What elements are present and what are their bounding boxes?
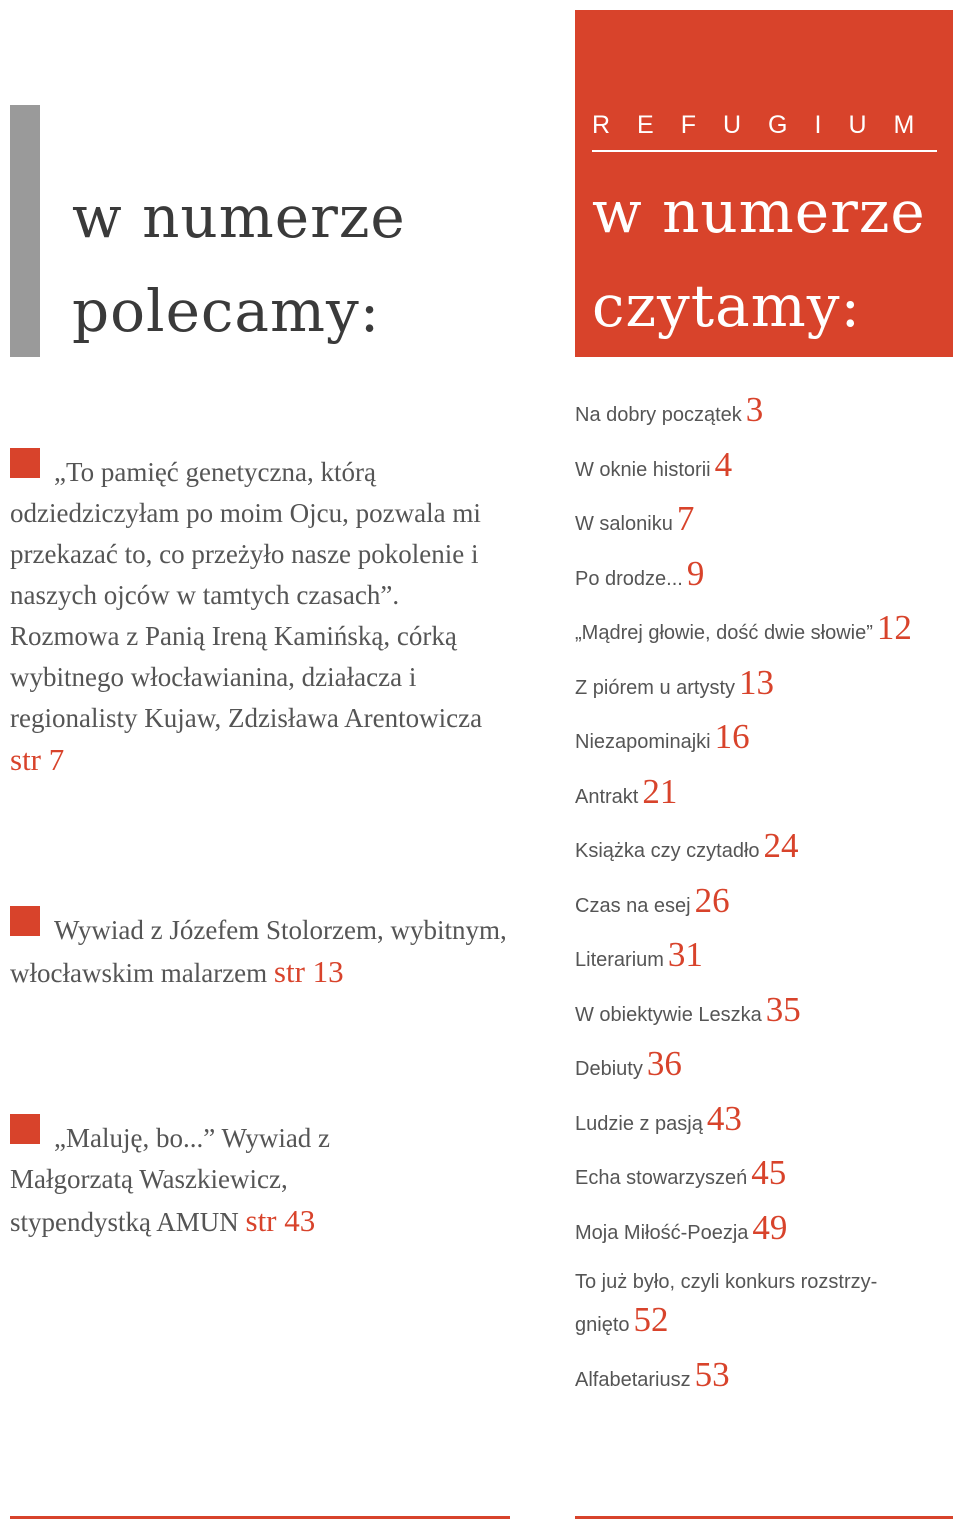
toc-label: Moja Miłość-Poezja — [575, 1221, 749, 1244]
toc-page: 9 — [686, 553, 705, 593]
toc-item[interactable] — [575, 1092, 955, 1147]
feature-page: str 13 — [273, 954, 344, 989]
red-square-bullet — [10, 1114, 40, 1144]
toc-item[interactable] — [575, 710, 955, 765]
brand-name: REFUGIUM — [592, 111, 942, 139]
red-square-bullet — [10, 906, 40, 936]
toc-label: W obiektywie Leszka — [575, 1003, 762, 1026]
feature-text: „To pamięć genetyczna, którą odziedziczyłam po moim Ojcu, pozwala mi przekazać to, co przeżyło nasze pokolenie i naszych ojców w tamtych czasach”. Rozmowa z Panią Ireną Kamińską, córką wybitnego włocławianina, działacza i regionalisty Kujaw, Zdzisława Arentowicza — [10, 457, 483, 733]
toc-item[interactable] — [575, 1255, 955, 1348]
toc-item[interactable] — [575, 765, 955, 820]
feature-page: str 7 — [10, 742, 65, 777]
toc-item[interactable] — [575, 1037, 955, 1092]
toc-label: Alfabetariusz — [575, 1369, 691, 1391]
left-heading-line2: polecamy: — [72, 277, 381, 345]
feature-item — [10, 1118, 390, 1243]
toc-page: 49 — [752, 1207, 788, 1247]
toc-label: Po drodze... — [575, 567, 683, 590]
toc-page: 13 — [739, 662, 775, 702]
bottom-rule-right — [575, 1516, 953, 1519]
toc-page: 43 — [706, 1098, 742, 1138]
feature-item — [10, 910, 510, 994]
feature-text: Wywiad z Józefem Stolorzem, wybitnym, włocławskim malarzem — [10, 915, 507, 988]
toc-label: To już było, czyli konkurs rozstrzy-gnięto — [575, 1271, 878, 1336]
toc-page: 21 — [642, 771, 678, 811]
toc-label: Ludzie z pasją — [575, 1112, 703, 1135]
toc-item[interactable] — [575, 983, 955, 1038]
left-heading-line1: w numerze — [72, 183, 406, 251]
toc-item[interactable] — [575, 547, 955, 602]
toc-label: Książka czy czytadło — [575, 840, 760, 862]
toc-page: 4 — [714, 444, 733, 484]
toc-page: 53 — [694, 1355, 730, 1394]
toc-label: Na dobry początek — [575, 404, 742, 426]
toc-label: Debiuty — [575, 1058, 643, 1080]
toc-label: W saloniku — [575, 513, 673, 535]
bottom-rule-left — [10, 1516, 510, 1519]
table-of-contents — [575, 383, 955, 1403]
toc-item[interactable] — [575, 438, 955, 493]
toc-item[interactable] — [575, 819, 955, 874]
toc-page: 36 — [646, 1044, 682, 1083]
toc-label: Z piórem u artysty — [575, 676, 736, 699]
toc-item[interactable] — [575, 1146, 955, 1201]
feature-item — [10, 452, 510, 782]
right-header-box — [575, 10, 953, 357]
toc-page: 12 — [876, 608, 912, 647]
toc-page: 3 — [745, 390, 764, 429]
toc-page: 31 — [667, 935, 703, 974]
toc-label: Niezapominajki — [575, 731, 711, 753]
toc-item[interactable] — [575, 1201, 955, 1256]
right-heading-line2: czytamy: — [592, 272, 861, 340]
feature-text: „Maluję, bo...” Wywiad z Małgorzatą Waszkiewicz, stypendystką AMUN — [10, 1123, 331, 1237]
brand-rule — [592, 150, 937, 152]
toc-page: 7 — [676, 499, 695, 538]
toc-page: 26 — [694, 880, 730, 920]
toc-page: 45 — [751, 1153, 787, 1192]
right-heading-line1: w numerze — [592, 178, 926, 246]
toc-label: Echa stowarzyszeń — [575, 1167, 748, 1189]
left-accent-bar — [10, 105, 40, 357]
toc-label: Antrakt — [575, 785, 639, 808]
toc-page: 16 — [714, 717, 750, 756]
toc-item[interactable] — [575, 383, 955, 438]
toc-item[interactable] — [575, 492, 955, 547]
toc-item[interactable] — [575, 601, 955, 656]
feature-page: str 43 — [245, 1203, 316, 1238]
toc-page: 24 — [763, 826, 799, 865]
toc-item[interactable] — [575, 928, 955, 983]
toc-item[interactable] — [575, 656, 955, 711]
left-heading — [72, 170, 406, 358]
toc-page: 35 — [765, 989, 801, 1029]
toc-item[interactable] — [575, 874, 955, 929]
toc-item[interactable] — [575, 1348, 955, 1403]
right-heading — [592, 165, 926, 353]
toc-label: W oknie historii — [575, 458, 711, 481]
toc-page: 52 — [633, 1300, 669, 1339]
toc-label: Czas na esej — [575, 894, 691, 917]
toc-label: Literarium — [575, 949, 664, 971]
red-square-bullet — [10, 448, 40, 478]
toc-label: „Mądrej głowie, dość dwie słowie” — [575, 622, 873, 644]
